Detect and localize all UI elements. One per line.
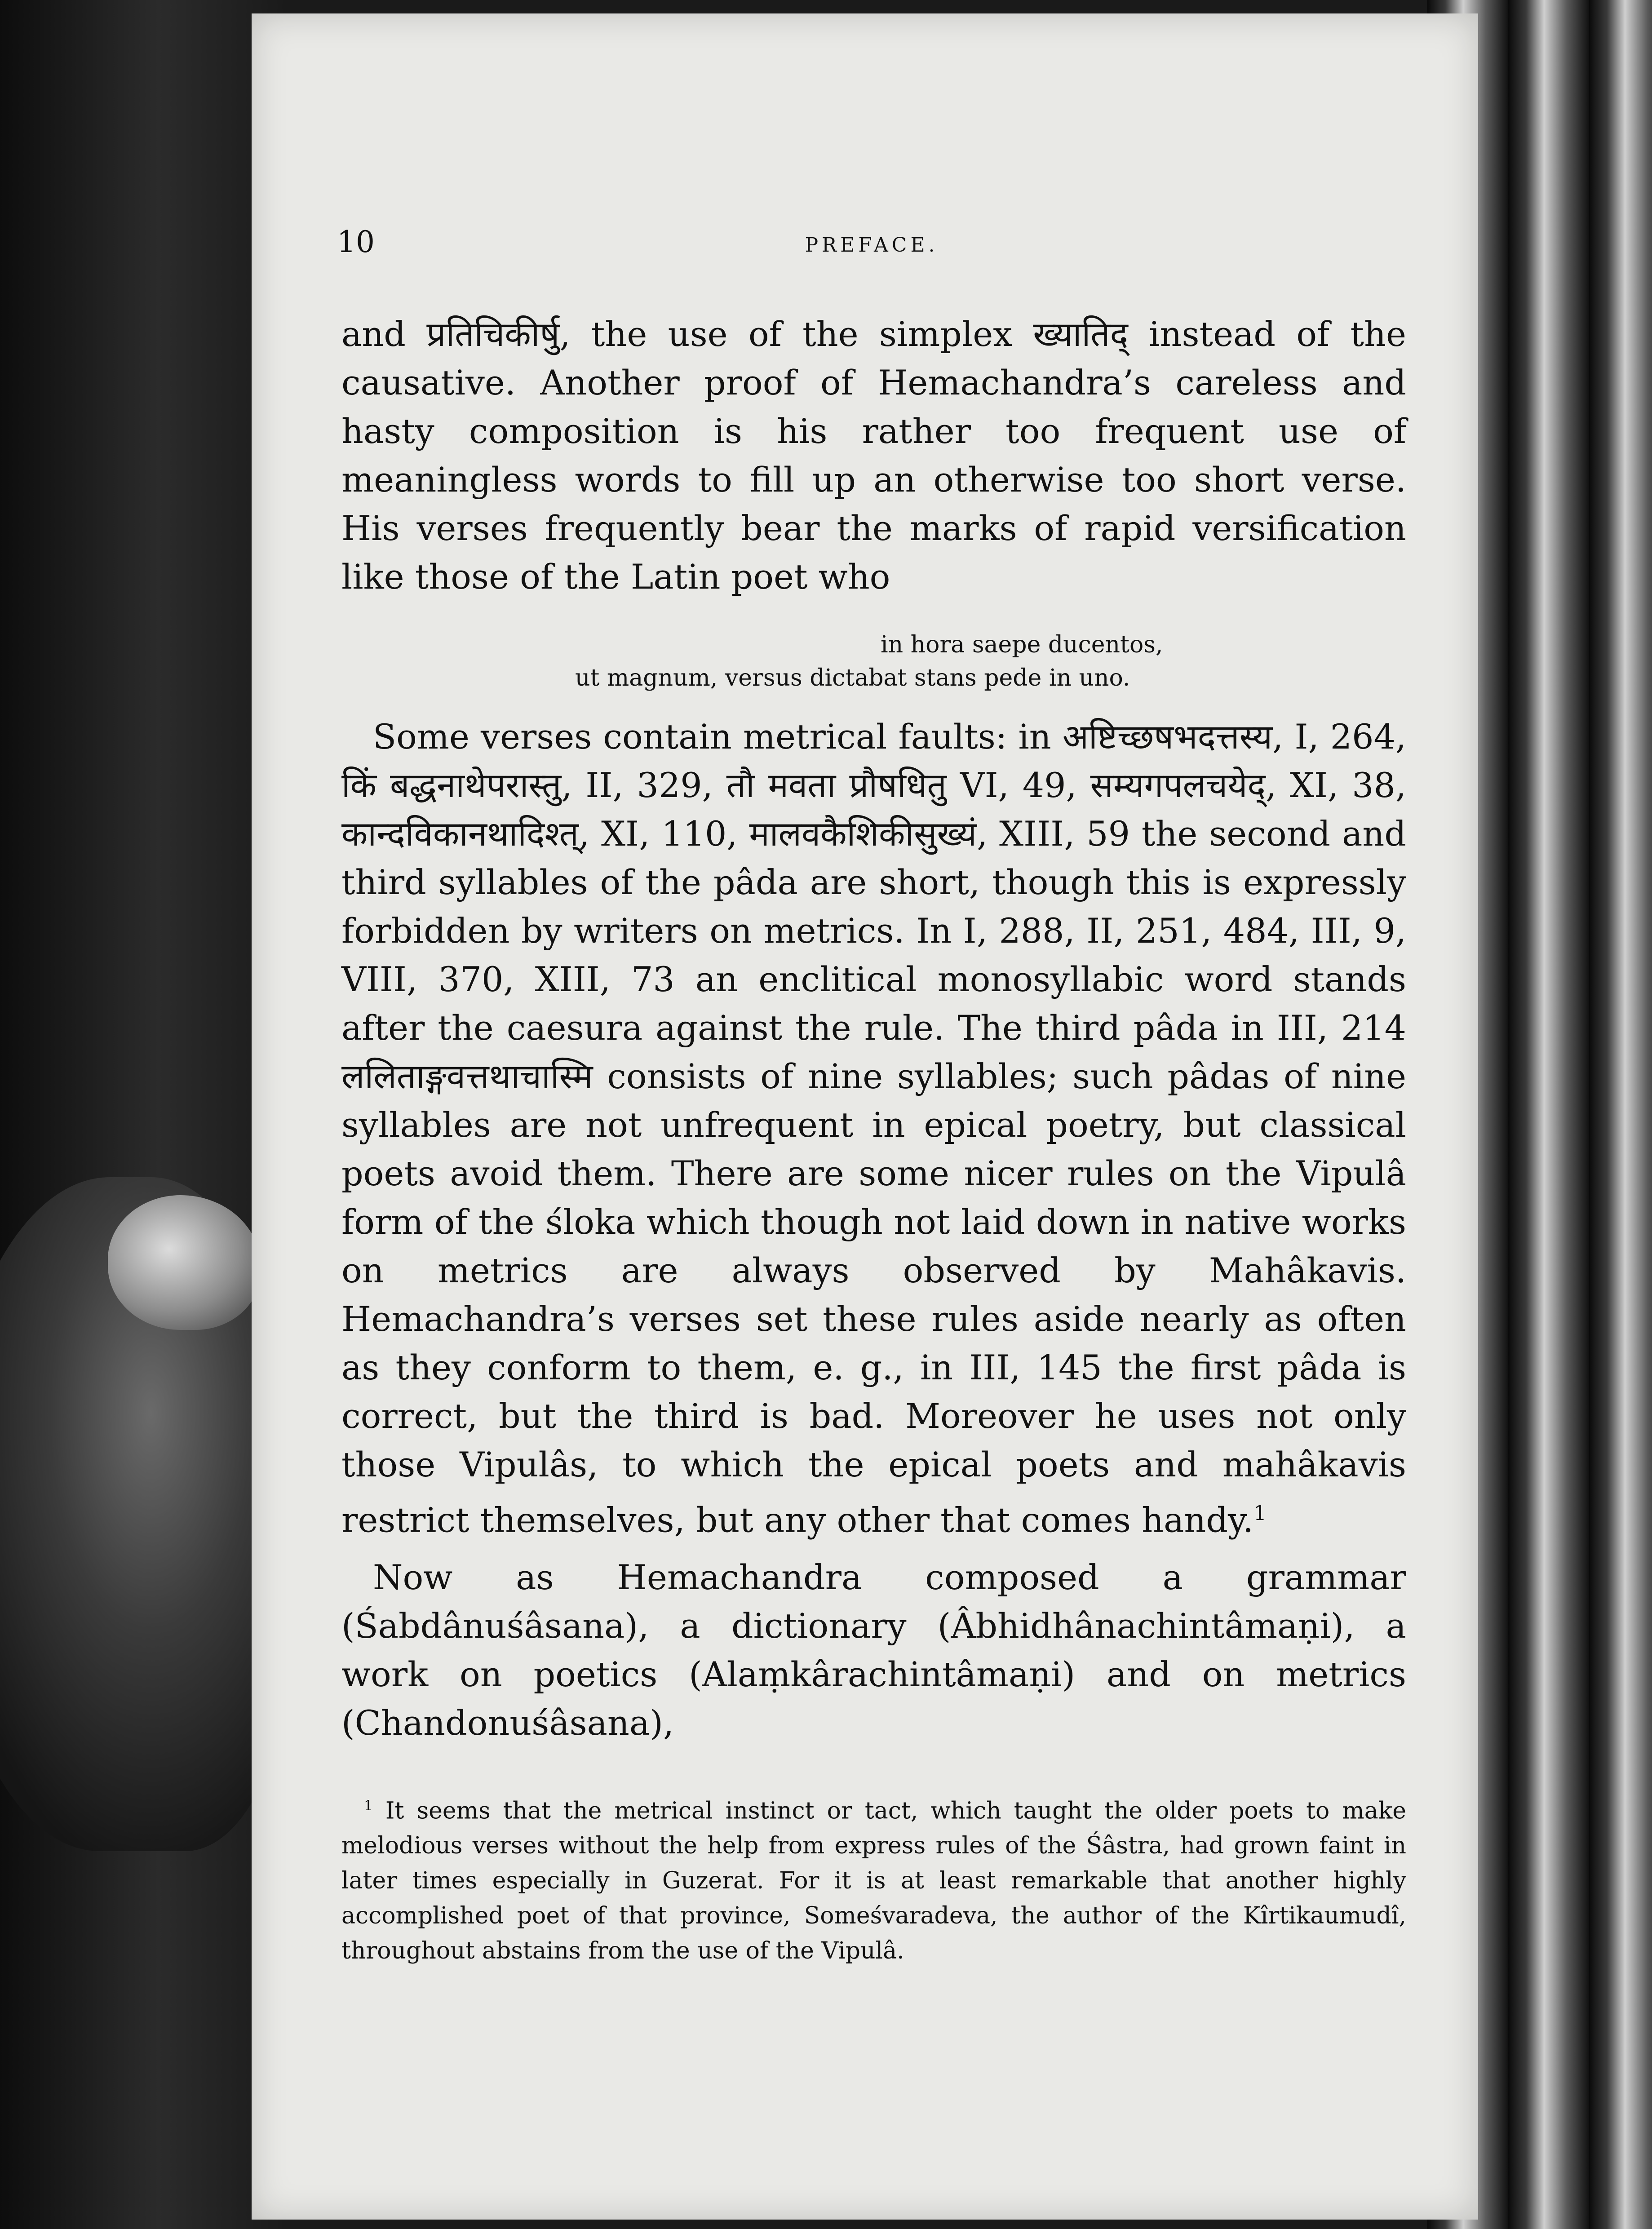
dark-background-left <box>0 0 288 2229</box>
paragraph-3: Now as Hemachandra composed a grammar (Śabdânuśâsana), a dictionary (Âbhidhânachintâmaṇi), a work on poetics (Alaṃkârachintâmaṇi) and on metrics (Chandonuśâsana), <box>341 1557 1406 1743</box>
footnote-text: It seems that the metrical instinct or tact, which taught the older poets to make melodious verses without the help from express rules of the Śâstra, had grown faint in later times especially in Guzerat. For it is at least remarkable that another highly accomplished poet of that province, Someśvaradeva, the author of the Kîrtikaumudî, throughout abstains from the use of the Vipulâ. <box>341 1797 1406 1965</box>
running-head: PREFACE. <box>805 234 939 257</box>
latin-quotation <box>341 628 1406 695</box>
footnote <box>341 1788 1406 1968</box>
quotation-line-1: in hora saepe ducentos, <box>881 631 1163 658</box>
paragraph-2-text: Some verses contain metrical faults: in अष्टिच्छषभदत्तस्य, I, 264, किं बद्धनाथेपरास्तु, II, 329, तौ मवता प्रौषधितु VI, 49, सम्यगपलचयेद्, XI, 38, कान्दविकानथादिश्त्, XI, 110, मालवकैशिकीसुख्यं, XIII, 59 the second and third syllables of the pâda are short, though this is expressly forbidden by writers on metrics. In I, 288, II, 251, 484, III, 9, VIII, 370, XIII, 73 an enclitical monosyllabic word stands after the caesura against the rule. The third pâda in III, 214 ललिताङ्गवत्तथाचास्मि consists of nine syllables; such pâdas of nine syllables are not unfrequent in epical poetry, but classical poets avoid them. There are some nicer rules on the Vipulâ form of the śloka which though not laid down in native works on metrics are always observed by Mahâkavis. Hemachandra’s verses set these rules aside nearly as often as they conform to them, e. g., in III, 145 the first pâda is correct, but the third is bad. Moreover he uses not only those Vipulâs, to which the epical poets and mahâkavis restrict themselves, but any other that comes handy. <box>341 717 1406 1540</box>
footnote-reference: 1 <box>1253 1501 1267 1525</box>
page-header <box>337 225 1406 279</box>
paragraph-1: and प्रतिचिकीर्षु, the use of the simplex ख्यातिद् instead of the causative. Another proof of Hemachandra’s careless and hasty composition is his rather too frequent use of meaningless words to fill up an otherwise too short verse. His verses frequently bear the marks of rapid versification like those of the Latin poet who <box>341 314 1406 597</box>
quotation-line-2: ut magnum, versus dictabat stans pede in uno. <box>575 665 1130 691</box>
footnote-mark: 1 <box>364 1798 373 1814</box>
footnote-paragraph <box>341 1788 1406 1968</box>
page-number: 10 <box>337 225 375 259</box>
body-text <box>341 310 1406 1747</box>
book-page <box>252 13 1478 2220</box>
paragraph-2 <box>341 713 1406 1544</box>
